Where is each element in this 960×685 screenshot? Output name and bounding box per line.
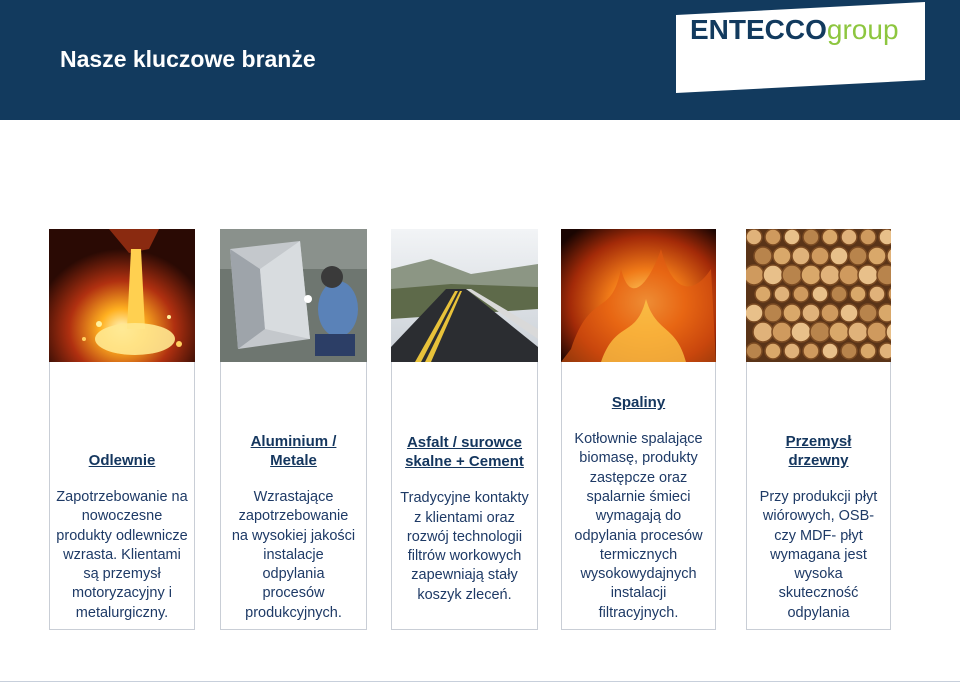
molten-metal-pour-photo — [49, 229, 195, 362]
card-body-line: spalarnie śmieci — [586, 488, 691, 505]
fire-flames-photo — [561, 229, 716, 362]
card-title — [786, 432, 852, 470]
card-body-line: wysokowydajnych — [580, 566, 697, 583]
card-body-line: koszyk zleceń. — [417, 586, 512, 603]
industry-card-asphalt — [391, 362, 538, 630]
card-body-line: zapotrzebowanie — [238, 508, 349, 525]
card-title-line: Aluminium / — [250, 432, 337, 450]
industry-card-foundries — [49, 362, 195, 630]
card-body-line: wymagana jest — [770, 546, 867, 563]
card-body-line: produkcyjnych. — [245, 604, 342, 621]
card-body-line: wysoka — [794, 566, 843, 583]
card-title — [405, 433, 524, 471]
card-body-line: Przy produkcji płyt — [759, 488, 878, 505]
log-pile-photo — [746, 229, 891, 362]
card-body-line: czy MDF- płyt — [774, 527, 863, 544]
page-title: Nasze kluczowe branże — [60, 46, 316, 72]
logo-suffix-text: group — [826, 14, 899, 45]
card-body-line: procesów — [262, 585, 325, 602]
card-body-line: odpylania procesów — [574, 527, 703, 544]
card-body-line: z klientami oraz — [414, 509, 515, 526]
card-body-line: Tradycyjne kontakty — [400, 490, 529, 507]
card-body-line: wymagają do — [595, 508, 682, 525]
card-body-line: wiórowych, OSB- — [762, 508, 875, 525]
card-title — [251, 432, 337, 470]
card-body-line: wzrasta. Klientami — [63, 546, 181, 563]
card-body-line: zastępcze oraz — [589, 469, 688, 486]
card-body — [574, 430, 702, 623]
card-body-line: metalurgiczny. — [75, 604, 169, 621]
card-body-line: na wysokiej jakości — [231, 527, 356, 544]
card-body-line: Wzrastające — [253, 488, 334, 505]
card-title-line: skalne + Cement — [405, 453, 524, 471]
card-title-line: drzewny — [788, 451, 849, 469]
company-logo — [690, 14, 899, 46]
asphalt-road-photo — [391, 229, 538, 362]
card-body-line: zapewniają stały — [411, 567, 518, 584]
card-title: Odlewnie — [88, 451, 156, 469]
card-body-line: instalacje — [263, 546, 324, 563]
logo-main-text: ENTECCO — [690, 14, 827, 45]
card-body-line: są przemysł — [83, 566, 161, 583]
card-title: Spaliny — [611, 394, 666, 412]
card-body-line: filtracyjnych. — [598, 604, 679, 621]
industry-card-flue-gas — [561, 362, 716, 630]
card-body-line: odpylania — [787, 604, 850, 621]
card-body-line: odpylania — [262, 566, 325, 583]
industry-card-aluminium — [220, 362, 367, 630]
card-body-line: nowoczesne — [81, 508, 163, 525]
card-body-line: rozwój technologii — [406, 528, 523, 545]
card-body-line: filtrów workowych — [407, 548, 522, 565]
card-body-line: termicznych — [599, 546, 678, 563]
card-body — [56, 488, 187, 623]
welder-duct-photo — [220, 229, 367, 362]
card-body — [760, 488, 878, 623]
card-body-line: instalacji — [610, 585, 667, 602]
industry-card-wood — [746, 362, 891, 630]
card-body-line: produkty odlewnicze — [56, 527, 188, 544]
card-body-line: biomasę, produkty — [579, 450, 698, 467]
card-body-line: Zapotrzebowanie na — [56, 488, 188, 505]
card-body — [400, 489, 528, 605]
card-title-line: Przemysł — [785, 432, 852, 450]
card-body-line: skuteczność — [778, 585, 859, 602]
card-body — [232, 488, 355, 623]
card-body-line: motoryzacyjny i — [72, 585, 172, 602]
card-body-line: Kotłownie spalające — [574, 431, 703, 448]
card-title-line: Asfalt / surowce — [406, 434, 523, 452]
card-title-line: Metale — [270, 451, 317, 469]
bottom-divider — [0, 681, 960, 682]
